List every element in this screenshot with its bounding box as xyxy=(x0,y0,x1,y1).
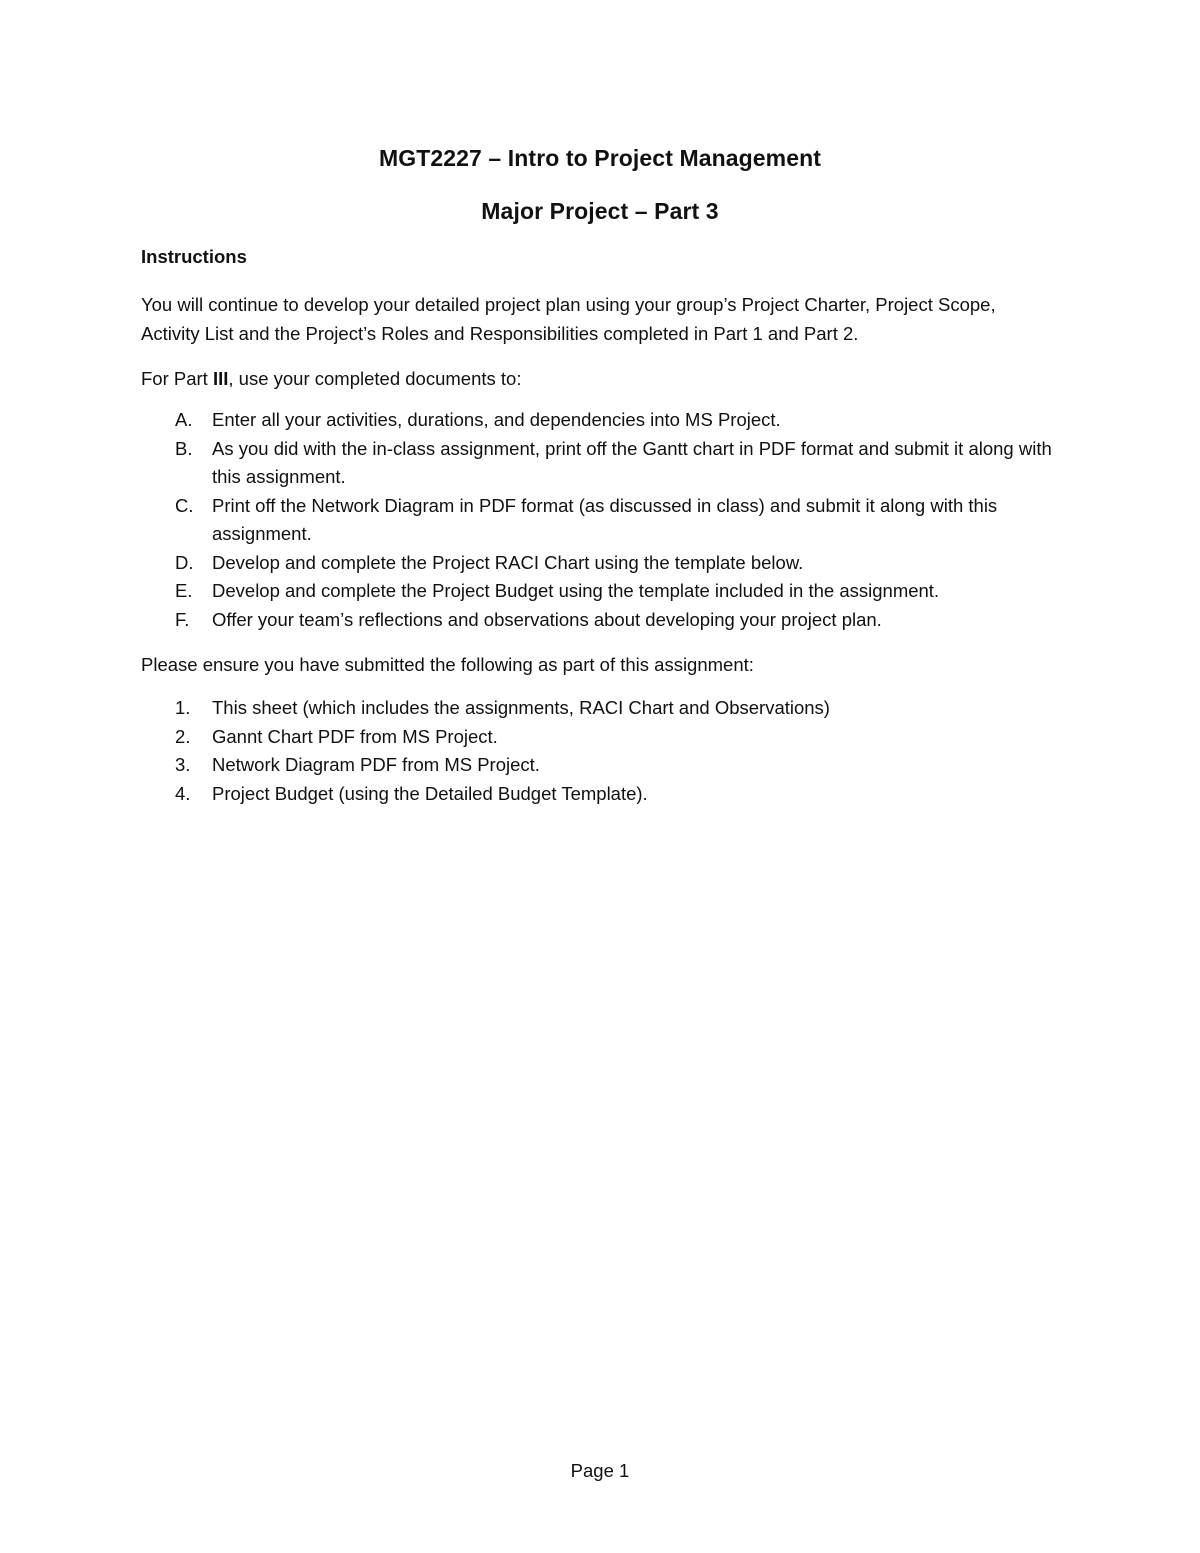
intro-paragraph: You will continue to develop your detailed project plan using your group’s Project Charter, Project Scope, Activity List and the Project’s Roles and Responsibilities completed in Part 1 and Part 2. xyxy=(141,294,996,344)
task-marker: F. xyxy=(175,608,190,630)
task-item xyxy=(141,492,1061,549)
deliverable-marker: 1. xyxy=(175,697,191,718)
deliverable-item xyxy=(141,723,1061,752)
task-marker: D. xyxy=(175,551,194,573)
task-item xyxy=(141,577,1061,606)
page-footer: Page 1 xyxy=(570,1460,630,1481)
ensure-paragraph: Please ensure you have submitted the following as part of this assignment: xyxy=(141,654,754,675)
task-marker: A. xyxy=(175,409,193,430)
instructions-heading: Instructions xyxy=(141,246,247,267)
part3-paragraph xyxy=(141,364,1041,393)
task-item xyxy=(141,406,1061,435)
task-marker: C. xyxy=(175,494,194,516)
deliverable-text: Network Diagram PDF from MS Project. xyxy=(212,754,540,775)
project-title: Major Project – Part 3 xyxy=(481,198,719,224)
deliverable-item xyxy=(141,751,1061,780)
part3-prefix: For Part xyxy=(141,368,213,389)
deliverable-marker: 3. xyxy=(175,754,191,775)
task-text: As you did with the in-class assignment, print off the Gantt chart in PDF format and submit it along with this assignment. xyxy=(212,437,1052,487)
task-item xyxy=(141,549,1061,578)
deliverable-text: Gannt Chart PDF from MS Project. xyxy=(212,725,498,747)
task-item xyxy=(141,435,1061,492)
task-marker: B. xyxy=(175,437,193,459)
deliverable-item xyxy=(141,694,1061,723)
task-text: Print off the Network Diagram in PDF format (as discussed in class) and submit it along with this assignment. xyxy=(212,494,998,544)
part3-roman-numeral: III xyxy=(212,368,229,389)
task-text: Develop and complete the Project Budget using the template included in the assignment. xyxy=(212,580,940,601)
task-item xyxy=(141,606,1061,635)
task-list xyxy=(141,406,1061,634)
deliverable-item xyxy=(141,780,1061,809)
deliverable-marker: 2. xyxy=(175,725,191,747)
deliverable-text: This sheet (which includes the assignments, RACI Chart and Observations) xyxy=(212,697,830,718)
task-text: Develop and complete the Project RACI Chart using the template below. xyxy=(212,551,804,573)
task-marker: E. xyxy=(175,580,193,601)
part3-suffix: , use your completed documents to: xyxy=(228,368,522,389)
task-text: Enter all your activities, durations, and dependencies into MS Project. xyxy=(212,409,781,430)
deliverable-text: Project Budget (using the Detailed Budget Template). xyxy=(212,782,648,804)
deliverable-marker: 4. xyxy=(175,782,191,804)
deliverables-list xyxy=(141,694,1061,808)
course-title: MGT2227 – Intro to Project Management xyxy=(378,145,822,171)
task-text: Offer your team’s reflections and observations about developing your project plan. xyxy=(212,608,882,630)
